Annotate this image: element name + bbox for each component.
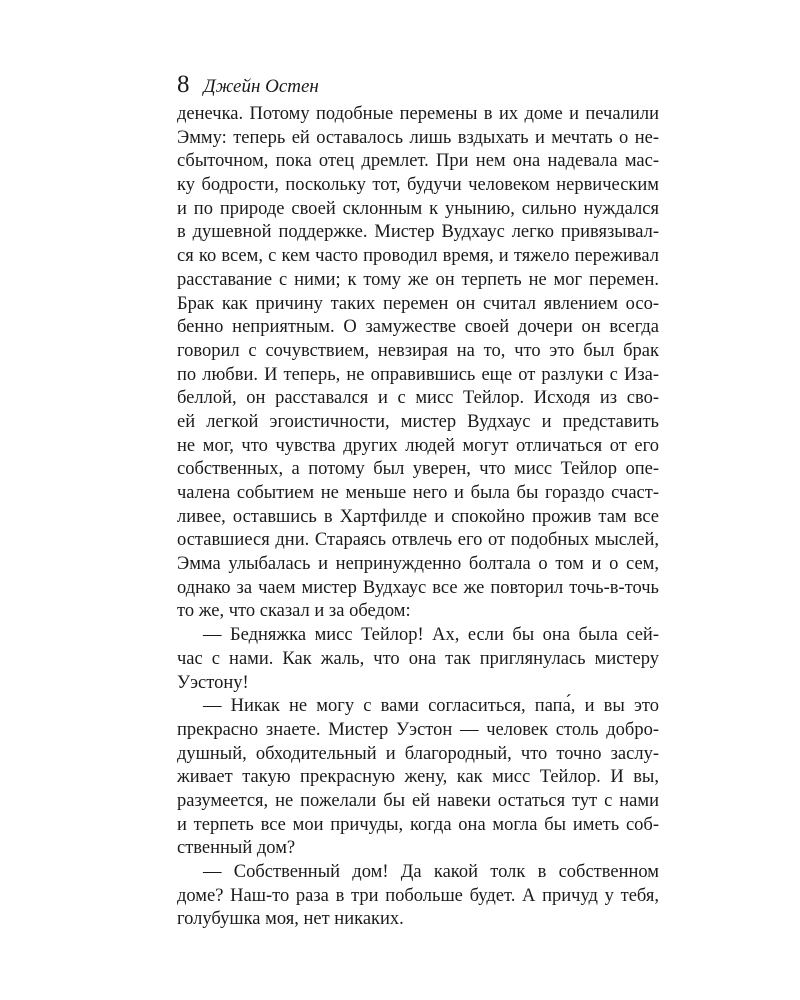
text-line: Эмму: теперь ей оставалось лишь вздыхать и мечтать о не- bbox=[177, 127, 659, 148]
text-line: ей легкой эгоистичности, мистер Вудхаус и представить bbox=[177, 411, 659, 432]
text-line: в душевной поддержке. Мистер Вудхаус легко привязывал- bbox=[177, 222, 659, 243]
text-line: доме? Наш-то раза в три побольше будет. А причуд у тебя, bbox=[177, 885, 659, 906]
text-line: ся ко всем, с кем часто проводил время, и тяжело переживал bbox=[177, 246, 659, 267]
text-line: то же, что сказал и за обедом: bbox=[177, 601, 411, 622]
text-line: расставание с ними; к тому же он терпеть не мог перемен. bbox=[177, 269, 659, 290]
text-line: Брак как причину таких перемен он считал явлением осо- bbox=[177, 293, 659, 314]
body-text bbox=[177, 103, 659, 932]
text-line: бенно неприятным. О замужестве своей дочери он всегда bbox=[177, 317, 659, 338]
text-line: денечка. Потому подобные перемены в их доме и печалили bbox=[177, 104, 659, 124]
text-line: ливее, оставшись в Хартфилде и спокойно прожив там все bbox=[177, 506, 659, 527]
text-line: оставшиеся дни. Стараясь отвлечь его от подобных мыслей, bbox=[177, 530, 659, 551]
text-line: однако за чаем мистер Вудхаус все же повторил точь-в-точь bbox=[177, 577, 659, 598]
text-line: ственный дом? bbox=[177, 838, 296, 859]
author-name: Джейн Остен bbox=[203, 76, 319, 97]
text-line: ку бодрости, поскольку тот, будучи человеком нервическим bbox=[177, 175, 659, 196]
text-line: прекрасно знаете. Мистер Уэстон — человек столь добро- bbox=[177, 719, 659, 740]
text-line: собственных, а потому был уверен, что мисс Тейлор опе- bbox=[177, 459, 659, 480]
text-line: — Бедняжка мисс Тейлор! Ах, если бы она была сей- bbox=[203, 625, 659, 646]
text-line: живает такую прекрасную жену, как мисс Тейлор. И вы, bbox=[177, 767, 659, 788]
text-line: Уэстону! bbox=[177, 672, 249, 693]
text-line: беллой, он расставался и с мисс Тейлор. Исходя из сво- bbox=[177, 388, 659, 409]
text-line: говорил с сочувствием, невзирая на то, что это был брак bbox=[177, 340, 659, 361]
text-line: душный, обходительный и благородный, что точно заслу- bbox=[177, 743, 659, 764]
text-line: — Никак не могу с вами согласиться, папа́, и вы это bbox=[203, 696, 659, 717]
text-line: Эмма улыбалась и непринужденно болтала о том и о сем, bbox=[177, 554, 659, 575]
text-line: голубушка моя, нет никаких. bbox=[177, 909, 404, 930]
text-line: и терпеть все мои причуды, когда она могла бы иметь соб- bbox=[177, 814, 659, 835]
text-line: — Собственный дом! Да какой толк в собственном bbox=[203, 862, 659, 882]
text-line: час с нами. Как жаль, что она так приглянулась мистеру bbox=[177, 648, 659, 669]
text-line: не мог, что чувства других людей могут отличаться от его bbox=[177, 435, 659, 456]
page-number: 8 bbox=[177, 71, 190, 98]
text-line: по любви. И теперь, не оправившись еще от разлуки с Иза- bbox=[177, 364, 659, 385]
text-line: и по природе своей склонным к унынию, сильно нуждался bbox=[177, 198, 659, 219]
text-line: разумеется, не пожелали бы ей навеки остаться тут с нами bbox=[177, 790, 659, 811]
running-head bbox=[177, 68, 319, 102]
text-line: чалена событием не меньше него и была бы гораздо счаст- bbox=[177, 483, 659, 503]
text-line: сбыточном, пока отец дремлет. При нем она надевала мас- bbox=[177, 151, 659, 172]
